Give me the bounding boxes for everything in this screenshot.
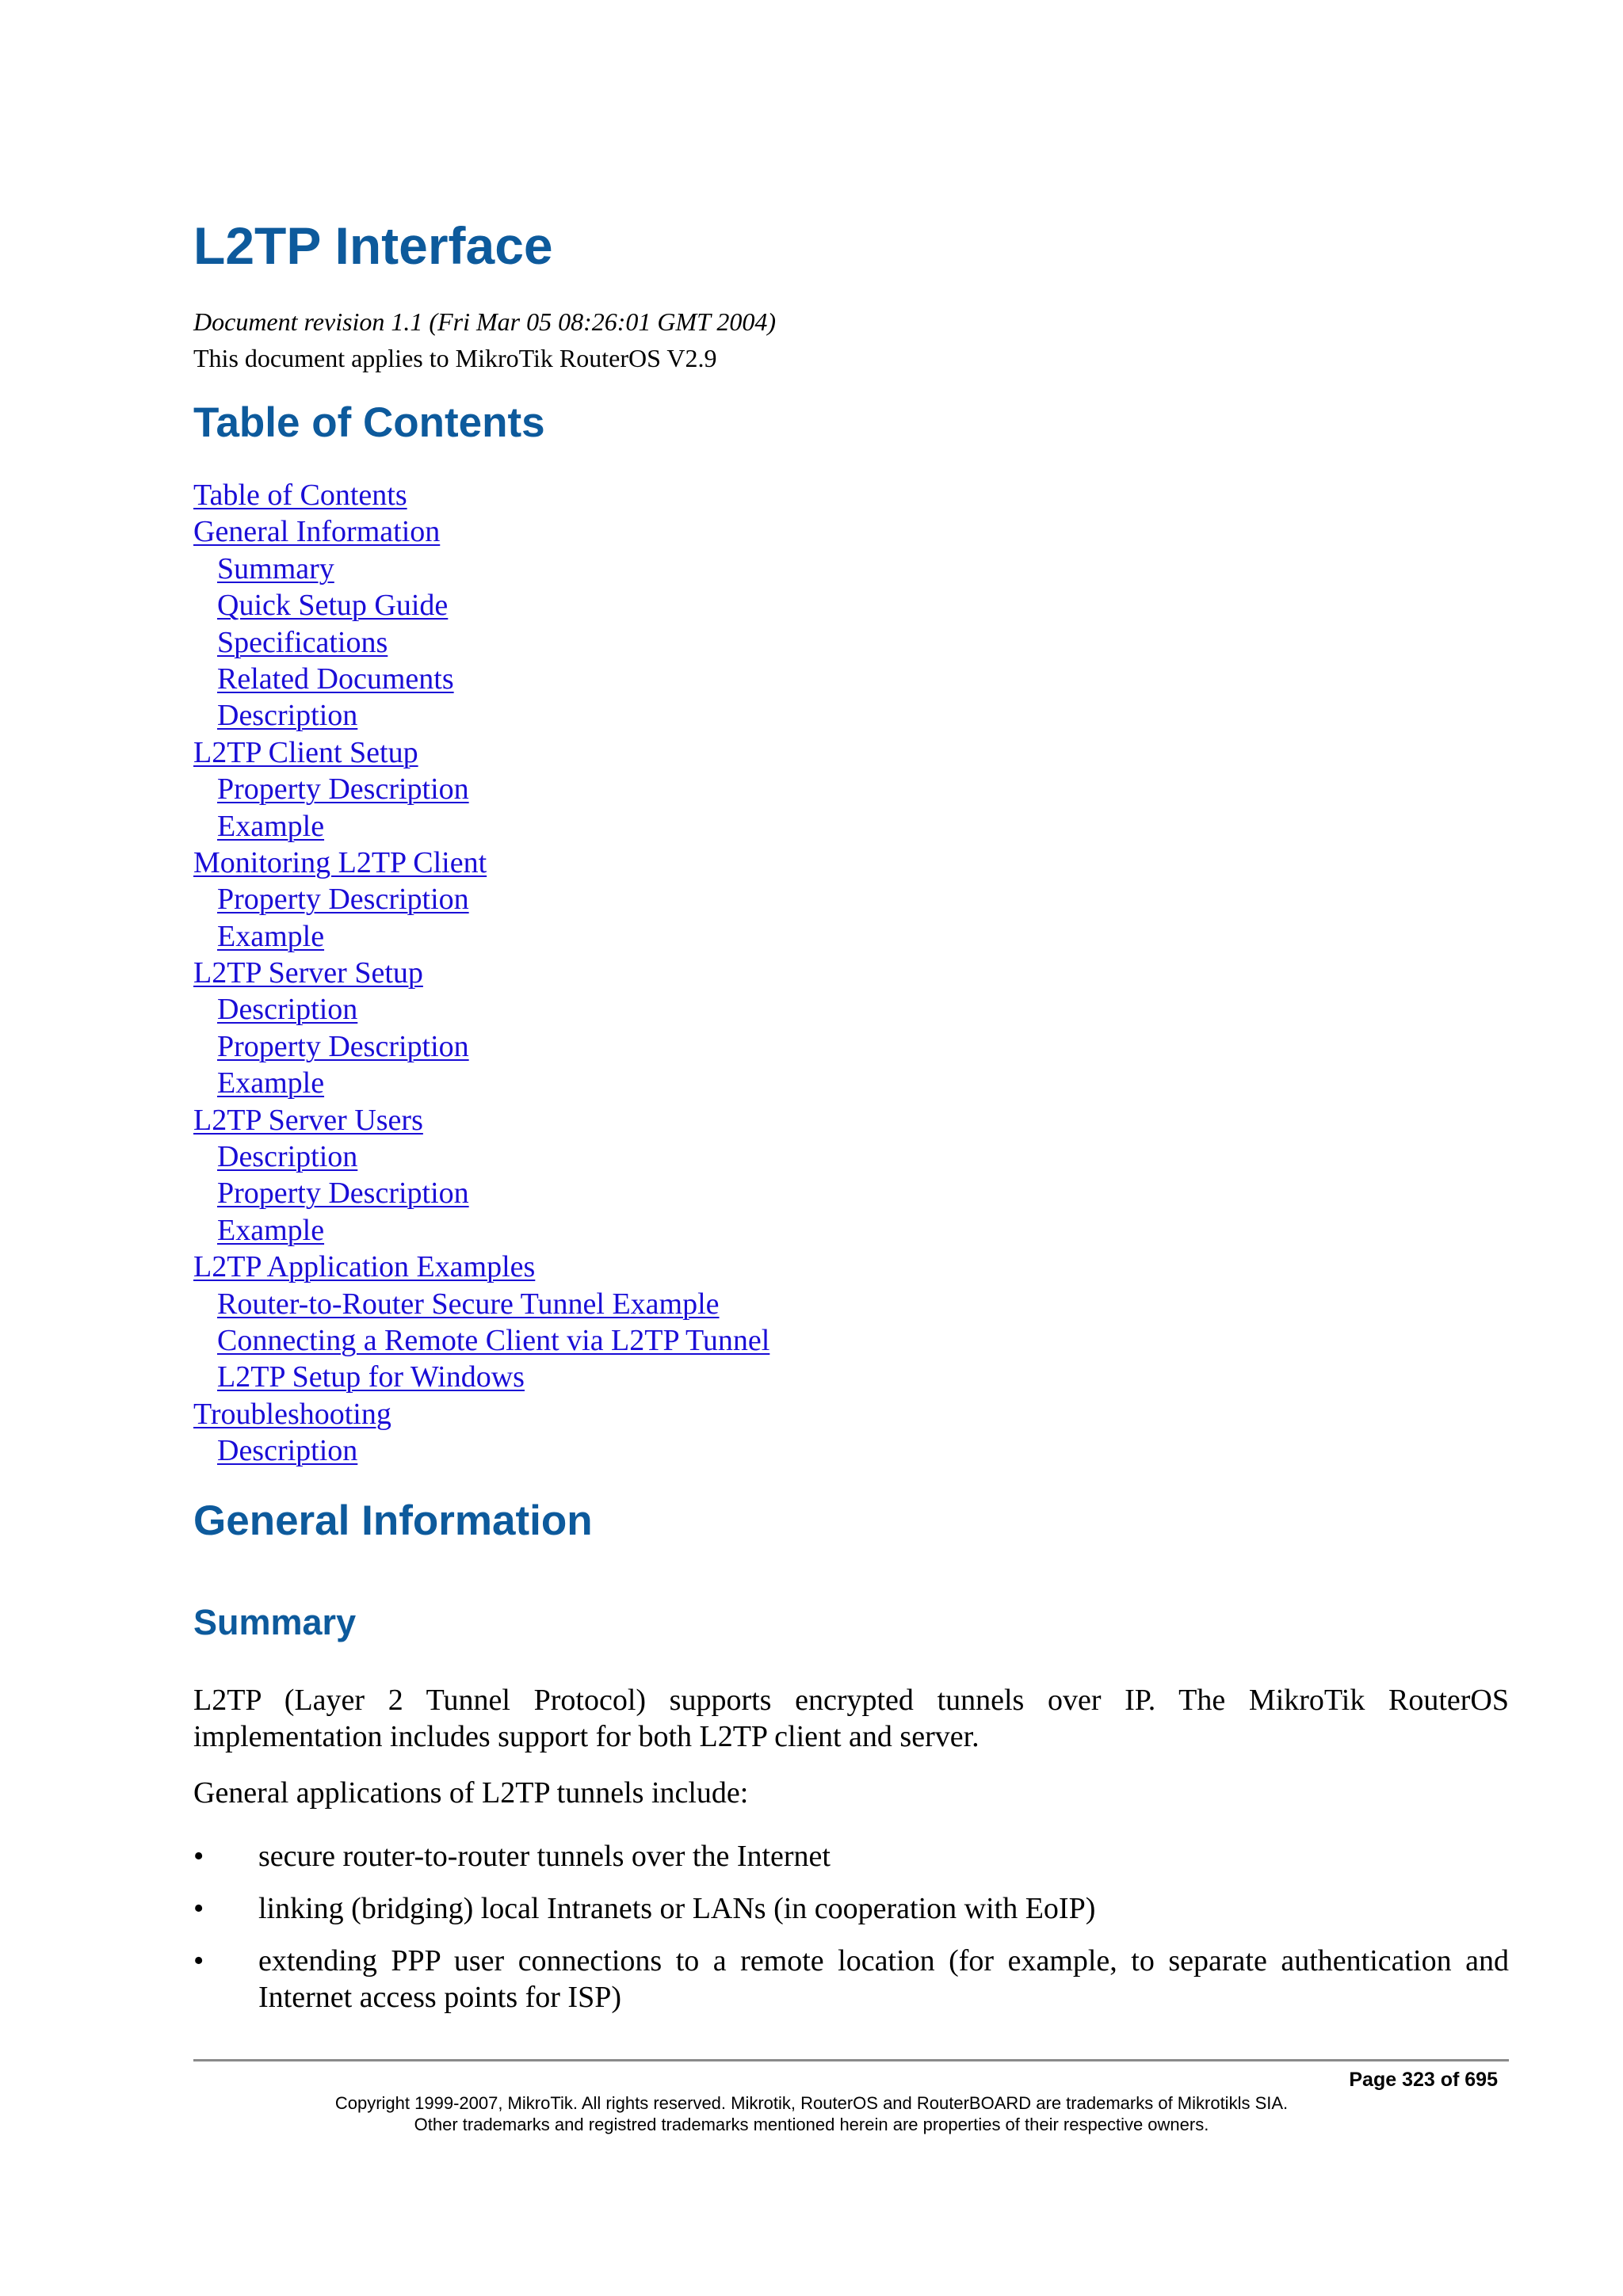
- applications-intro: General applications of L2TP tunnels include:: [193, 1776, 749, 1810]
- toc-link[interactable]: Router-to-Router Secure Tunnel Example: [217, 1287, 720, 1321]
- toc-link[interactable]: L2TP Client Setup: [193, 735, 418, 769]
- toc-link[interactable]: Example: [217, 1213, 325, 1247]
- toc-item: [193, 661, 769, 697]
- toc-link[interactable]: L2TP Setup for Windows: [217, 1360, 525, 1394]
- toc-item: [193, 991, 769, 1028]
- toc-link[interactable]: Property Description: [217, 883, 469, 917]
- list-item-text: secure router-to-router tunnels over the Internet: [258, 1840, 831, 1873]
- toc-item: [193, 1065, 769, 1101]
- copyright-line-2: Other trademarks and registred trademarks mentioned herein are properties of their respective owners.: [414, 2115, 1209, 2134]
- list-item: [193, 1943, 1509, 2016]
- toc-link[interactable]: L2TP Server Users: [193, 1103, 423, 1137]
- toc-item: [193, 1102, 769, 1138]
- toc-item: [193, 1212, 769, 1249]
- toc-link[interactable]: Description: [217, 699, 358, 733]
- toc-item: [193, 918, 769, 955]
- toc-item: [193, 1432, 769, 1469]
- toc-link[interactable]: Description: [217, 1434, 358, 1468]
- toc-item: [193, 1359, 769, 1395]
- toc-item: [193, 587, 769, 624]
- toc-link[interactable]: Troubleshooting: [193, 1397, 391, 1431]
- copyright-line-1: Copyright 1999-2007, MikroTik. All rights reserved. Mikrotik, RouterOS and RouterBOARD are trademarks of Mikrotikls SIA.: [334, 2093, 1289, 2113]
- toc-link[interactable]: Description: [217, 1140, 358, 1174]
- bullet-icon: •: [193, 1944, 204, 1978]
- document-title: L2TP Interface: [193, 216, 553, 275]
- document-applies-to: This document applies to MikroTik RouterOS V2.9: [193, 344, 717, 372]
- toc-item: [193, 1286, 769, 1322]
- toc-link[interactable]: L2TP Server Setup: [193, 956, 423, 990]
- toc-item: [193, 955, 769, 991]
- bullet-icon: •: [193, 1840, 204, 1873]
- toc-item: [193, 624, 769, 661]
- toc-link[interactable]: Monitoring L2TP Client: [193, 845, 487, 879]
- toc-item: [193, 697, 769, 734]
- toc-link[interactable]: Property Description: [217, 772, 469, 807]
- list-item: [193, 1838, 1509, 1875]
- toc-link[interactable]: Connecting a Remote Client via L2TP Tunnel: [217, 1323, 770, 1357]
- list-item-text: extending PPP user connections to a remote location (for example, to separate authentication and Internet access points for ISP): [258, 1944, 1509, 2014]
- toc-link[interactable]: Example: [217, 809, 325, 843]
- toc-link[interactable]: Specifications: [217, 625, 388, 659]
- toc-link[interactable]: Description: [217, 993, 358, 1027]
- toc-item: [193, 513, 769, 550]
- general-information-heading: General Information: [193, 1497, 593, 1544]
- toc-item: [193, 551, 769, 587]
- toc-link[interactable]: Quick Setup Guide: [217, 589, 449, 623]
- toc-item: [193, 881, 769, 917]
- toc-item: [193, 808, 769, 845]
- toc-item: [193, 734, 769, 771]
- toc-item: [193, 1396, 769, 1432]
- toc-item: [193, 1249, 769, 1285]
- toc-item: [193, 1322, 769, 1359]
- applications-list: [193, 1838, 1509, 2031]
- copyright-notice: [193, 2092, 1430, 2135]
- table-of-contents: [193, 477, 769, 1470]
- toc-link[interactable]: Property Description: [217, 1177, 469, 1211]
- document-revision: Document revision 1.1 (Fri Mar 05 08:26:01 GMT 2004): [193, 307, 777, 336]
- toc-item: [193, 1028, 769, 1065]
- toc-item: [193, 1138, 769, 1175]
- toc-heading: Table of Contents: [193, 399, 545, 446]
- bullet-icon: •: [193, 1892, 204, 1925]
- toc-link[interactable]: Summary: [217, 551, 334, 585]
- toc-link[interactable]: L2TP Application Examples: [193, 1250, 536, 1284]
- toc-item: [193, 477, 769, 513]
- page-number: Page 323 of 695: [1349, 2069, 1498, 2091]
- document-page: [193, 0, 1509, 2296]
- summary-heading: Summary: [193, 1602, 357, 1642]
- toc-link[interactable]: Property Description: [217, 1029, 469, 1063]
- toc-link[interactable]: General Information: [193, 515, 441, 549]
- toc-link[interactable]: Table of Contents: [193, 479, 407, 512]
- toc-link[interactable]: Example: [217, 1066, 325, 1100]
- toc-item: [193, 771, 769, 807]
- summary-paragraph: L2TP (Layer 2 Tunnel Protocol) supports encrypted tunnels over IP. The MikroTik RouterOS implementation includes support for both L2TP client and server.: [193, 1684, 1509, 1753]
- toc-link[interactable]: Example: [217, 919, 325, 953]
- toc-item: [193, 1175, 769, 1211]
- toc-item: [193, 845, 769, 881]
- footer-divider: [193, 2059, 1509, 2061]
- list-item: [193, 1890, 1509, 1927]
- list-item-text: linking (bridging) local Intranets or LANs (in cooperation with EoIP): [258, 1892, 1096, 1925]
- toc-link[interactable]: Related Documents: [217, 662, 454, 696]
